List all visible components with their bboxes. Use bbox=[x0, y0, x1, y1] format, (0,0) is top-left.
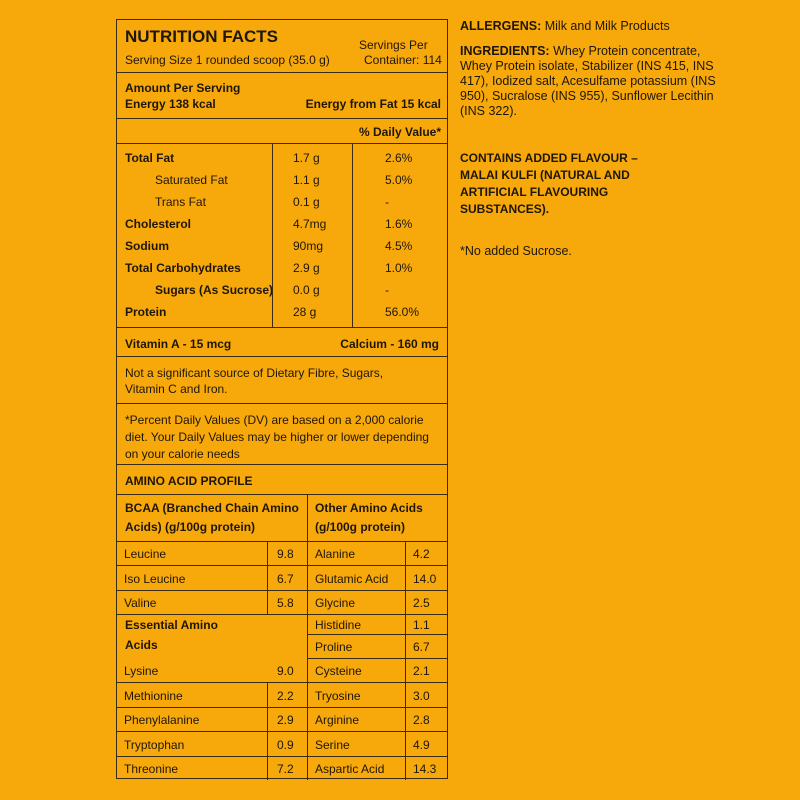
not-significant-note: Not a significant source of Dietary Fibre, Sugars, Vitamin C and Iron. bbox=[125, 366, 384, 396]
amino-acid-value: 14.0 bbox=[413, 571, 437, 586]
amino-acid-name: Glutamic Acid bbox=[315, 571, 389, 586]
nutrient-daily-value: 1.6% bbox=[385, 217, 413, 231]
side-info bbox=[460, 19, 730, 259]
amino-acid-name: Proline bbox=[315, 640, 353, 654]
nutrient-amount: 90mg bbox=[293, 239, 324, 253]
nutrient-name: Cholesterol bbox=[125, 217, 192, 231]
amino-acid-name: Glycine bbox=[315, 596, 356, 610]
amino-acid-value: 0.9 bbox=[277, 737, 294, 752]
amino-acid-name: Aspartic Acid bbox=[315, 762, 385, 776]
nutrient-daily-value: - bbox=[385, 195, 389, 209]
amino-acid-value: 2.9 bbox=[277, 713, 294, 727]
bcaa-header-line1: BCAA (Branched Chain Amino bbox=[125, 501, 299, 515]
amino-acid-value: 1.1 bbox=[413, 618, 430, 632]
amino-acid-name: Serine bbox=[315, 737, 350, 752]
nutrient-daily-value: 56.0% bbox=[385, 305, 420, 319]
amino-acid-name: Leucine bbox=[124, 547, 167, 561]
other-header-line1: Other Amino Acids bbox=[315, 501, 423, 515]
nutrient-name: Sugars (As Sucrose) bbox=[155, 283, 274, 297]
amino-acid-name: Iso Leucine bbox=[124, 571, 186, 586]
amino-acid-value: 7.2 bbox=[277, 762, 294, 776]
sucrose-note: *No added Sucrose. bbox=[460, 244, 572, 258]
calcium: Calcium - 160 mg bbox=[340, 337, 439, 351]
amino-acid-value: 6.7 bbox=[413, 640, 430, 654]
nutrient-amount: 0.0 g bbox=[293, 283, 320, 297]
nutrient-amount: 4.7mg bbox=[293, 217, 327, 231]
nutrient-daily-value: 1.0% bbox=[385, 261, 413, 275]
allergens-label: ALLERGENS: bbox=[460, 19, 542, 33]
amino-acid-name: Phenylalanine bbox=[124, 713, 200, 727]
amino-acid-name: Cysteine bbox=[315, 664, 362, 678]
servings-per-line1: Servings Per bbox=[359, 38, 428, 52]
amino-acid-value: 2.8 bbox=[413, 713, 430, 727]
amino-acid-value: 4.2 bbox=[413, 547, 430, 561]
nutrient-amount: 0.1 g bbox=[293, 195, 320, 209]
nutrient-name: Protein bbox=[125, 305, 167, 319]
essential-header-line2: Acids bbox=[125, 638, 158, 652]
energy: Energy 138 kcal bbox=[125, 97, 216, 111]
energy-from-fat: Energy from Fat 15 kcal bbox=[305, 97, 441, 111]
allergens bbox=[460, 19, 730, 34]
servings-per-line2: Container: 114 bbox=[364, 53, 442, 67]
amino-acid-value: 9.0 bbox=[277, 664, 294, 678]
amino-acid-name: Arginine bbox=[315, 713, 360, 727]
other-header-line2: (g/100g protein) bbox=[315, 520, 406, 534]
nutrient-amount: 2.9 g bbox=[293, 261, 320, 275]
amino-acid-name: Lysine bbox=[124, 664, 159, 678]
amino-acid-name: Histidine bbox=[315, 618, 362, 632]
nutrient-name: Trans Fat bbox=[155, 195, 206, 209]
essential-header-line1: Essential Amino bbox=[125, 618, 218, 632]
nutrient-amount: 1.7 g bbox=[293, 151, 320, 165]
flavour-note: CONTAINS ADDED FLAVOUR – MALAI KULFI (NATURAL AND ARTIFICIAL FLAVOURING SUBSTANCES). bbox=[460, 151, 638, 216]
vitamin-a: Vitamin A - 15 mcg bbox=[125, 337, 232, 351]
amino-acid-value: 2.5 bbox=[413, 596, 430, 610]
amino-acid-value: 9.8 bbox=[277, 547, 294, 561]
bcaa-header-line2: Acids) (g/100g protein) bbox=[125, 520, 256, 534]
amino-acid-name: Tryosine bbox=[315, 688, 361, 703]
daily-value-header: % Daily Value* bbox=[358, 125, 441, 139]
nutrient-name: Sodium bbox=[125, 239, 169, 253]
amino-acid-value: 2.2 bbox=[277, 688, 294, 703]
ingredients-value: Whey Protein concentrate, Whey Protein isolate, Stabilizer (INS 415, INS 417), Iodized salt, Acesulfame potassium (INS 950), Sucralose (INS 955), Sunflower Lecithin (INS 322). bbox=[460, 44, 716, 118]
serving-size: Serving Size 1 rounded scoop (35.0 g) bbox=[125, 53, 330, 67]
nutrient-name: Total Carbohydrates bbox=[125, 261, 241, 275]
nutrient-daily-value: 2.6% bbox=[385, 151, 413, 165]
amino-acid-name: Valine bbox=[124, 596, 157, 610]
amino-acid-value: 5.8 bbox=[277, 596, 294, 610]
amino-acid-name: Tryptophan bbox=[124, 737, 185, 752]
nutrient-daily-value: - bbox=[385, 283, 389, 297]
amount-per-serving: Amount Per Serving bbox=[125, 81, 241, 95]
amino-acid-value: 3.0 bbox=[413, 688, 430, 703]
nutrition-panel bbox=[116, 19, 448, 779]
nutrient-amount: 28 g bbox=[293, 305, 317, 319]
ingredients bbox=[460, 44, 725, 119]
amino-acid-name: Methionine bbox=[124, 688, 183, 703]
amino-acid-name: Threonine bbox=[124, 762, 179, 776]
nutrient-amount: 1.1 g bbox=[293, 173, 320, 187]
allergens-value: Milk and Milk Products bbox=[541, 19, 670, 33]
amino-acid-name: Alanine bbox=[315, 547, 356, 561]
amino-acid-value: 14.3 bbox=[413, 762, 437, 776]
nutrition-title: NUTRITION FACTS bbox=[125, 27, 278, 46]
daily-values-footnote: *Percent Daily Values (DV) are based on a 2,000 calorie diet. Your Daily Values may be higher or lower depending on your calorie needs bbox=[125, 413, 429, 461]
nutrient-daily-value: 5.0% bbox=[385, 173, 413, 187]
amino-acid-value: 4.9 bbox=[413, 737, 430, 752]
ingredients-label: INGREDIENTS: bbox=[460, 44, 550, 58]
nutrient-name: Saturated Fat bbox=[155, 173, 228, 187]
amino-acid-value: 6.7 bbox=[277, 571, 294, 586]
amino-acid-value: 2.1 bbox=[413, 664, 430, 678]
nutrient-name: Total Fat bbox=[125, 151, 175, 165]
amino-title: AMINO ACID PROFILE bbox=[125, 474, 253, 488]
nutrient-daily-value: 4.5% bbox=[385, 239, 413, 253]
